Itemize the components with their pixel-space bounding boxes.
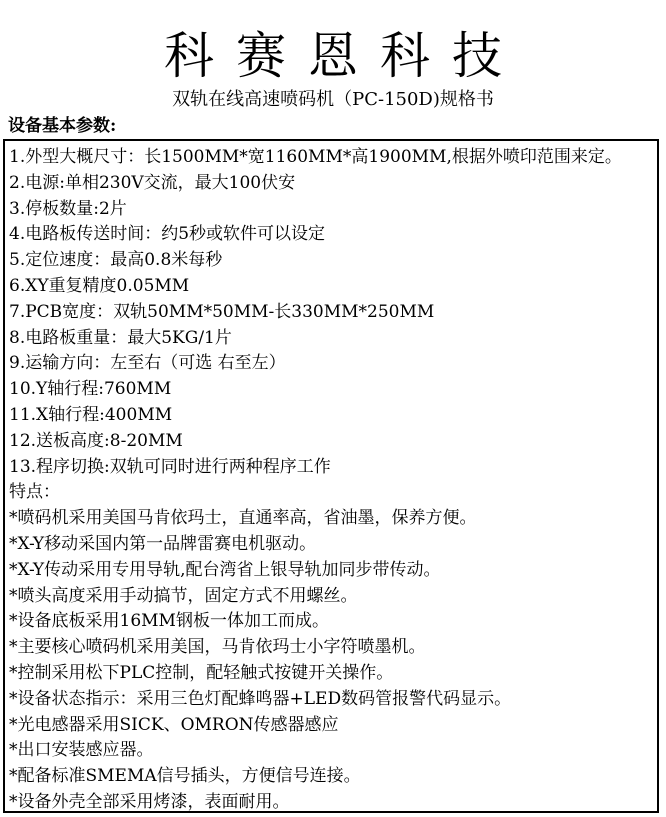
feature-line: *X-Y传动采用专用导轨,配台湾省上银导轨加同步带传动。: [9, 559, 441, 580]
document-subtitle: 双轨在线高速喷码机（PC-150D)规格书: [172, 89, 494, 110]
feature-line: *光电感器采用SICK、OMRON传感器感应: [9, 714, 339, 735]
feature-line: *出口安装感应器。: [9, 740, 154, 761]
spec-line: 3.停板数量:2片: [9, 198, 127, 219]
feature-line: *主要核心喷码机采用美国，马肯依玛士小字符喷墨机。: [9, 637, 426, 658]
feature-line: *设备底板采用16MM钢板一体加工而成。: [9, 611, 329, 632]
feature-line: *控制采用松下PLC控制，配轻触式按键开关操作。: [9, 662, 394, 683]
feature-line: *设备状态指示：采用三色灯配蜂鸣器+LED数码管报警代码显示。: [9, 688, 512, 709]
spec-line: 6.XY重复精度0.05MM: [9, 275, 190, 296]
spec-line: 13.程序切换:双轨可同时进行两种程序工作: [9, 456, 331, 477]
features-title: 特点：: [9, 482, 60, 503]
feature-line: *X-Y移动采国内第一品牌雷赛电机驱动。: [9, 533, 317, 554]
feature-line: *配备标准SMEMA信号插头，方便信号连接。: [9, 766, 361, 787]
spec-line: 1.外型大概尺寸：长1500MM*宽1160MM*高1900MM,根据外喷印范围来定。: [9, 147, 622, 167]
spec-line: 12.送板高度:8-20MM: [9, 430, 183, 451]
spec-box: [3, 139, 659, 813]
spec-line: 10.Y轴行程:760MM: [9, 379, 172, 400]
feature-line: *喷码机采用美国马肯依玛士，直通率高，省油墨，保养方便。: [9, 508, 477, 529]
company-title: 科赛恩科技: [164, 27, 524, 85]
spec-line: 4.电路板传送时间：约5秒或软件可以设定: [9, 224, 326, 245]
spec-line: 8.电路板重量：最大5KG/1片: [9, 327, 232, 348]
feature-line: *设备外壳全部采用烤漆，表面耐用。: [9, 791, 290, 812]
feature-line: *喷头高度采用手动搞节，固定方式不用螺丝。: [9, 585, 358, 606]
spec-line: 9.运输方向：左至右（可选 右至左）: [9, 353, 286, 374]
spec-line: 7.PCB宽度：双轨50MM*50MM-长330MM*250MM: [9, 301, 435, 322]
spec-line: 2.电源:单相230V交流，最大100伏安: [9, 172, 296, 193]
section-heading: 设备基本参数:: [8, 116, 117, 136]
spec-line: 5.定位速度：最高0.8米每秒: [9, 250, 223, 271]
spec-line: 11.X轴行程:400MM: [9, 404, 173, 425]
